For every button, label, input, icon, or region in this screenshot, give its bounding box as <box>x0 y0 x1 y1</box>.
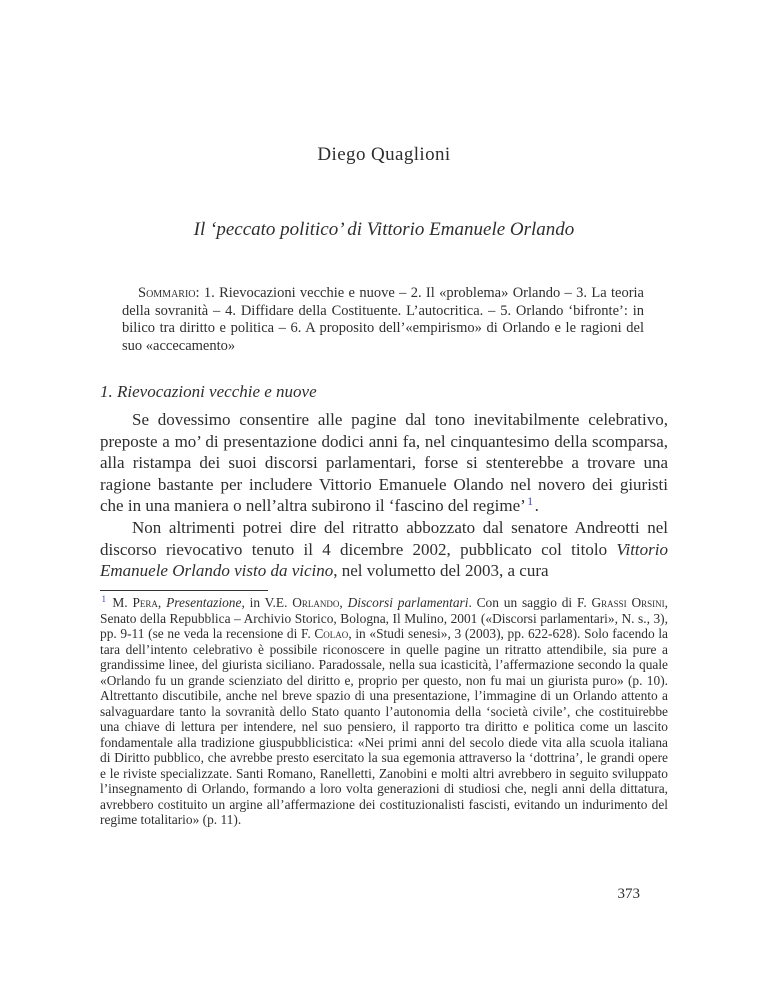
paragraph-2 <box>100 517 668 582</box>
text-segment: Orlando <box>292 595 340 610</box>
text-segment: M. <box>107 595 133 610</box>
text-segment: Non altrimenti potrei dire del ritratto abbozzato dal senatore Andreotti nel discorso rievocativo tenuto il 4 dicembre 2002, pubblicato col titolo <box>100 517 668 559</box>
text-segment: , nel volumetto del 2003, a cura <box>333 561 549 581</box>
text-segment: , <box>157 595 167 610</box>
paragraph-1 <box>100 409 668 517</box>
text-segment: Colao <box>314 626 349 641</box>
article-title: Il ‘peccato politico’ di Vittorio Emanuele Orlando <box>193 219 575 240</box>
text-segment: Grassi Orsini <box>591 595 665 610</box>
body-text <box>100 409 668 582</box>
text-segment: , in «Studi senesi», 3 (2003), pp. 622-628). Solo facendo la tara dell’intento celebrativo è possibile riconoscere in quelle pagine un ritratto attendibile, sia pure a grandissime linee, del giurista siciliano. Paradossale, nella sua icasticità, l’affermazione secondo la quale «Orlando fu un grande scienziato del diritto e, proprio per questo, non fu mai un giurista puro» (p. 10). Altrettanto discutibile, anche nel breve spazio di una presentazione, l’immagine di un Orlando attento a salvaguardare tanto la sovranità dello Stato quanto l’autonomia della ‘società civile’, che costituirebbe una chiave di lettura per intendere, nel suo pensiero, il rapporto tra diritto e politica come un lascito fondamentale alla tradizione giuspubblicistica: «Nei primi anni del secolo diede vita alla scuola italiana di Diritto pubblico, che avrebbe presto esercitato la sua egemonia attraverso la ‘dottrina’, le grandi opere e le riviste specializzate. Santi Romano, Ranelletti, Zanobini e molti altri avrebbero in seguito sviluppato l’insegnamento di Orlando, formando a loro volta generazioni di studiosi che, negli anni della dittatura, avrebbero costituito un argine all’affermazione dei costituzionalisti fascisti, evitando un indurimento del regime totalitario» (p. 11). <box>100 626 669 827</box>
text-segment: . <box>534 496 539 516</box>
page-number: 373 <box>617 886 640 902</box>
text-segment: , <box>339 595 348 610</box>
text-segment: Discorsi parlamentari <box>347 595 469 610</box>
text-segment: Presentazione <box>166 595 242 610</box>
text-segment: Se dovessimo consentire alle pagine dal tono inevitabilmente celebrativo, preposte a mo’ di presentazione dodici anni fa, nel cinquantesimo della scomparsa, alla ristampa dei suoi discorsi parlamentari, forse si stenterebbe a trovare una ragione bastante per includere Vittorio Emanuele Olando nel novero dei giuristi che in una maniera o nell’altra subirono il ‘fascino del regime’ <box>100 410 668 516</box>
footnote-text <box>100 595 668 828</box>
text-segment: Sommario <box>138 285 196 301</box>
text-segment: . Con un saggio di F. <box>468 595 592 610</box>
footnote-marker[interactable]: 1 <box>101 593 107 604</box>
text-segment: Vittorio Emanuele Orlando visto da vicino <box>100 539 668 581</box>
text-segment: Pera <box>132 595 158 610</box>
section-heading: 1. Rievocazioni vecchie e nuove <box>100 382 317 401</box>
summary-abstract <box>122 285 644 355</box>
text-segment: : 1. Rievocazioni vecchie e nuove – 2. Il «problema» Orlando – 3. La teoria della sovranità – 4. Diffidare della Costituente. L’autocritica. – 5. Orlando ‘bifronte’: in bilico tra diritto e politica – 6. A proposito dell’«empirismo» di Orlando e le ragioni del suo «accecamento» <box>122 285 644 354</box>
footnote-marker[interactable]: 1 <box>527 494 534 508</box>
text-segment: , Senato della Repubblica – Archivio Storico, Bologna, Il Mulino, 2001 («Discorsi parlamentari», N. s., 3), pp. 9-11 (se ne veda la recensione di F. <box>100 595 669 641</box>
author-name: Diego Quaglioni <box>317 144 451 165</box>
text-segment: , in V.E. <box>241 595 293 610</box>
footnote-separator <box>100 590 268 591</box>
